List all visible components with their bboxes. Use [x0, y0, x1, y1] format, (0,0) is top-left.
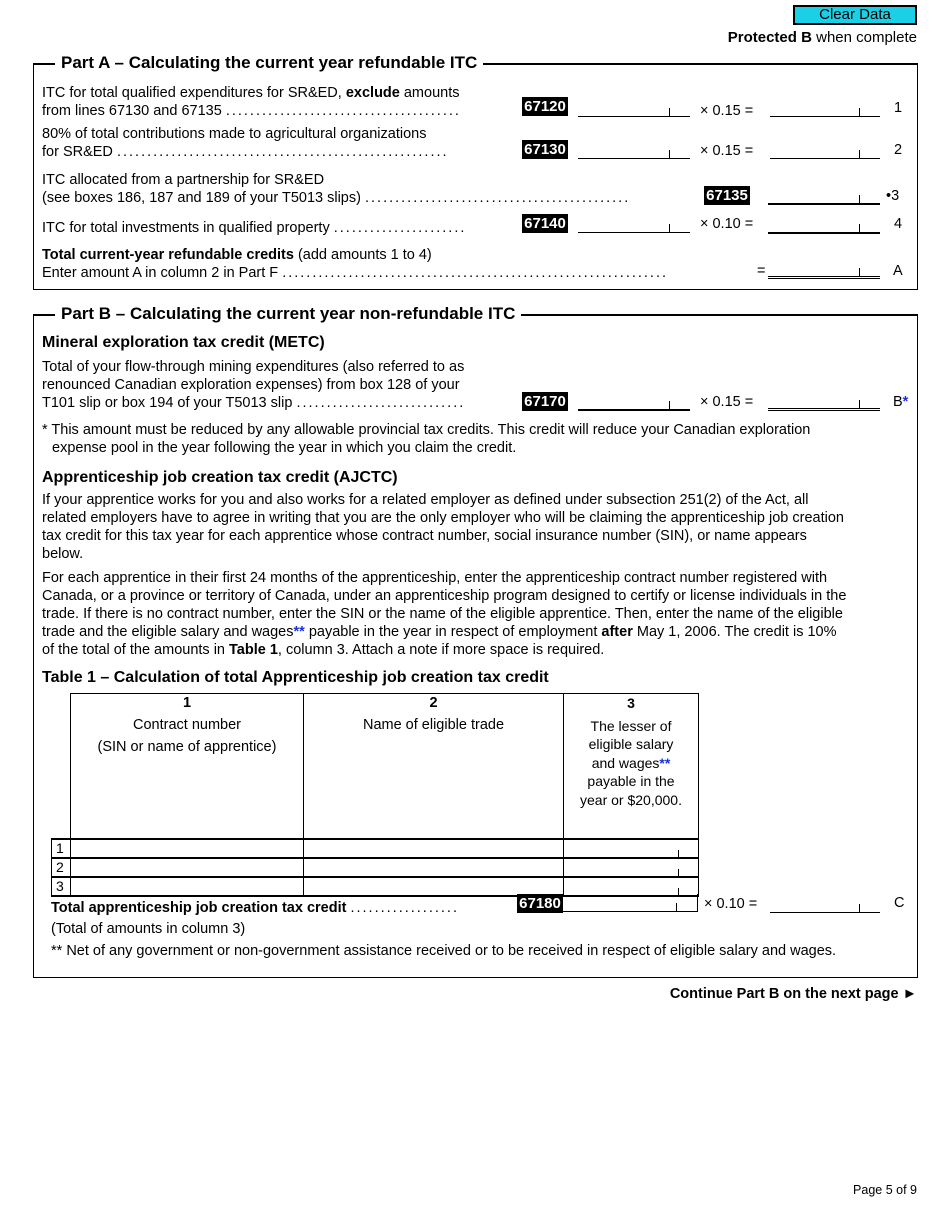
code-67170: 67170: [522, 392, 568, 411]
table-row: 2: [52, 858, 699, 877]
metc-text: Total of your flow-through mining expenditures (also referred to as renounced Canadian exploration expenses) from box 128 of your T101 slip or box 194 of your T5013 slip ............................: [42, 359, 466, 411]
col3-header: 3 The lesser of eligible salary and wages** payable in the year or $20,000.: [564, 694, 699, 839]
amount-67130-input[interactable]: [578, 141, 690, 159]
code-67140: 67140: [522, 214, 568, 233]
part-b-title: Part B – Calculating the current year non-refundable ITC: [55, 304, 521, 324]
total-sub-label: (Total of amounts in column 3): [51, 921, 246, 937]
part-a-row2-text: 80% of total contributions made to agricultural organizations for SR&ED .......................................................: [42, 126, 449, 160]
part-a-title: Part A – Calculating the current year refundable ITC: [55, 53, 483, 73]
rate-label: × 0.15 =: [700, 143, 754, 159]
line-number: 2: [894, 142, 903, 158]
ajctc-heading: Apprenticeship job creation tax credit (AJCTC): [42, 469, 398, 486]
table-footnote: ** Net of any government or non-government assistance received or to be received in respect of eligible salary and wages.: [51, 943, 837, 959]
amount-67120-input[interactable]: [578, 99, 690, 117]
amount-67170-input[interactable]: [578, 393, 690, 411]
metc-heading: Mineral exploration tax credit (METC): [42, 334, 325, 351]
code-67135: 67135: [704, 186, 750, 205]
total-ajctc-label: Total apprenticeship job creation tax credit ..................: [51, 900, 459, 916]
ajctc-para2: For each apprentice in their first 24 months of the apprenticeship, enter the apprenticeship contract number registered with Canada, or a province or territory of Canada, under an apprenticeship program designed to certify or license individuals in the trade. If there is no contract number, enter the SIN or the name of the eligible apprentice. Then, enter the name of the eligible trade and the eligible salary and wages** payable in the year in respect of employment after May 1, 2006. The credit is 10% of the total of the amounts in Table 1, column 3. Attach a note if more space is required.: [42, 570, 847, 658]
line3-result-input[interactable]: [768, 187, 880, 205]
col1-header: 1 Contract number (SIN or name of apprentice): [71, 694, 304, 839]
line-number: 4: [894, 216, 903, 232]
total-column3-input[interactable]: [563, 894, 698, 912]
line2-result-input[interactable]: [770, 141, 880, 159]
line-letter: A: [893, 263, 903, 279]
table1-title: Table 1 – Calculation of total Apprenticeship job creation tax credit: [42, 669, 549, 686]
clear-data-button[interactable]: Clear Data: [793, 5, 917, 25]
rate-label: × 0.15 =: [700, 103, 754, 119]
line4-result-input[interactable]: [768, 216, 880, 234]
line-letter: B*: [893, 394, 909, 410]
line1-result-input[interactable]: [770, 99, 880, 117]
metc-footnote: * This amount must be reduced by any allowable provincial tax credits. This credit will reduce your Canadian exploration expense pool in the year following the year in which you claim the credit.: [42, 422, 811, 456]
part-a-row1-text: ITC for total qualified expenditures for SR&ED, exclude amounts from lines 67130 and 67135 .......................................: [42, 85, 461, 119]
amount-67140-input[interactable]: [578, 215, 690, 233]
salary-input[interactable]: [564, 877, 699, 896]
trade-name-input[interactable]: [304, 877, 564, 896]
metc-result-input[interactable]: [768, 393, 880, 411]
table-row: 1: [52, 839, 699, 858]
table-1: [51, 693, 699, 897]
part-a-row3-text: ITC allocated from a partnership for SR&ED (see boxes 186, 187 and 189 of your T5013 slips) ............................................: [42, 172, 631, 206]
code-67120: 67120: [522, 97, 568, 116]
part-a-total-text: Total current-year refundable credits (add amounts 1 to 4) Enter amount A in column 2 in Part F ................................................................: [42, 247, 669, 281]
rate-label: × 0.15 =: [700, 394, 754, 410]
rate-label: × 0.10 =: [704, 896, 758, 912]
code-67180: 67180: [517, 894, 563, 913]
protected-rest: when complete: [811, 29, 917, 46]
trade-name-input[interactable]: [304, 858, 564, 877]
page-number: Page 5 of 9: [853, 1183, 917, 1197]
ajctc-result-input[interactable]: [770, 895, 880, 913]
salary-input[interactable]: [564, 839, 699, 858]
line-letter: C: [894, 895, 905, 911]
line-number: 1: [894, 100, 903, 116]
equals-sign: =: [757, 263, 766, 279]
protected-label: [728, 29, 917, 47]
rate-label: × 0.10 =: [700, 216, 754, 232]
table-row: 3: [52, 877, 699, 896]
total-a-input[interactable]: [768, 261, 880, 279]
salary-input[interactable]: [564, 858, 699, 877]
col2-header: 2 Name of eligible trade: [304, 694, 564, 839]
contract-number-input[interactable]: [71, 877, 304, 896]
code-67130: 67130: [522, 140, 568, 159]
continue-label: Continue Part B on the next page ►: [669, 986, 917, 1002]
trade-name-input[interactable]: [304, 839, 564, 858]
ajctc-para1: If your apprentice works for you and also works for a related employer as defined under subsection 251(2) of the Act, all related employers have to agree in writing that you are the only employer who will be claiming the apprenticeship job creation tax credit for this tax year for each apprentice whose contract number, social insurance number (SIN), or name appears below.: [42, 492, 844, 562]
line-number: •3: [886, 188, 900, 204]
part-a-row4-text: ITC for total investments in qualified property ......................: [42, 220, 467, 236]
contract-number-input[interactable]: [71, 839, 304, 858]
protected-bold: Protected B: [727, 29, 812, 46]
contract-number-input[interactable]: [71, 858, 304, 877]
